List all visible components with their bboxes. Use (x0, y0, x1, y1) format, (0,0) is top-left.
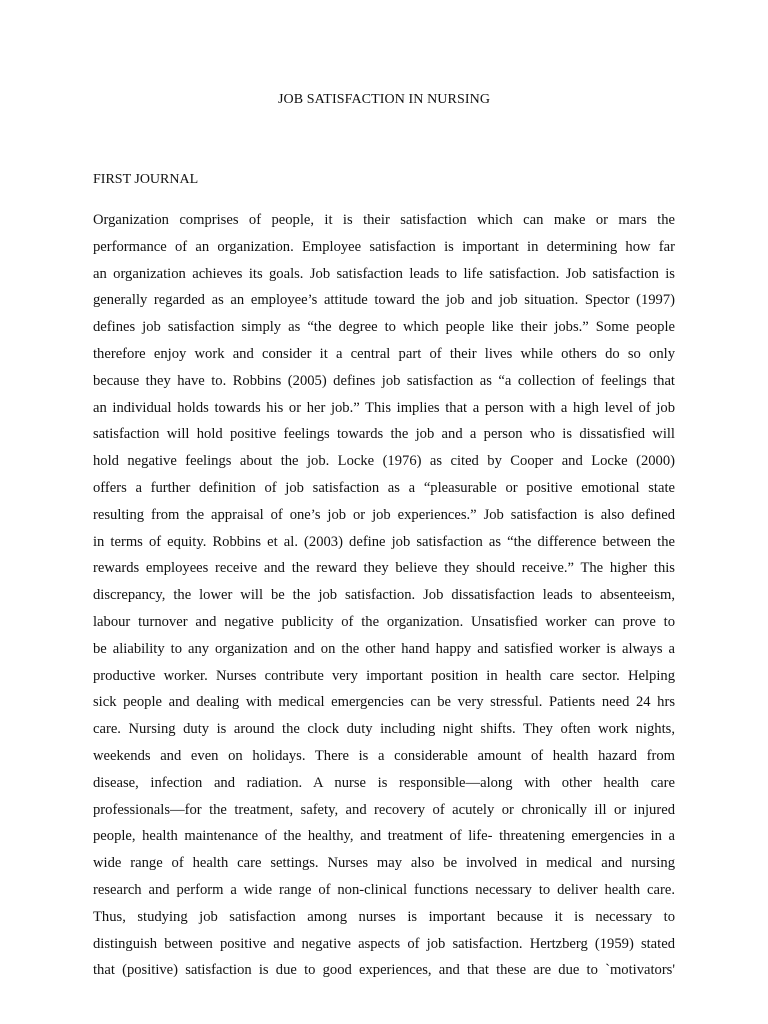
paragraph-line: labour turnover and negative publicity of the organization. Unsatisfied worker can prove to (93, 613, 675, 630)
paragraph-line: research and perform a wide range of non-clinical functions necessary to deliver health care. (93, 881, 675, 898)
section-heading: FIRST JOURNAL (93, 172, 199, 187)
paragraph-line: be aliability to any organization and on the other hand happy and satisfied worker is always a (93, 640, 675, 657)
paragraph-line: an individual holds towards his or her job.” This implies that a person with a high level of job (93, 399, 675, 416)
paragraph-line: disease, infection and radiation. A nurse is responsible—along with other health care (93, 774, 675, 791)
paragraph-line: therefore enjoy work and consider it a central part of their lives while others do so only (93, 345, 675, 362)
paragraph-line: weekends and even on holidays. There is a considerable amount of health hazard from (93, 747, 675, 764)
paragraph-line: care. Nursing duty is around the clock duty including night shifts. They often work nights, (93, 721, 675, 738)
paragraph-line: Thus, studying job satisfaction among nurses is important because it is necessary to (93, 908, 675, 925)
paragraph-line: sick people and dealing with medical emergencies can be very stressful. Patients need 24 hrs (93, 694, 675, 711)
paragraph-line: an organization achieves its goals. Job satisfaction leads to life satisfaction. Job satisfaction is (93, 265, 675, 282)
paragraph-line: hold negative feelings about the job. Locke (1976) as cited by Cooper and Locke (2000) (93, 453, 675, 470)
paragraph-line: because they have to. Robbins (2005) defines job satisfaction as “a collection of feelings that (93, 372, 675, 389)
paragraph-line: defines job satisfaction simply as “the degree to which people like their jobs.” Some people (93, 319, 675, 336)
paragraph-line: Organization comprises of people, it is their satisfaction which can make or mars the (93, 212, 675, 228)
paragraph-line: generally regarded as an employee’s attitude toward the job and job situation. Spector (1997) (93, 292, 675, 309)
paragraph-line: in terms of equity. Robbins et al. (2003) define job satisfaction as “the difference between the (93, 533, 675, 550)
paragraph-line: performance of an organization. Employee satisfaction is important in determining how far (93, 238, 675, 255)
paragraph-line: offers a further definition of job satisfaction as a “pleasurable or positive emotional state (93, 479, 675, 496)
paragraph-line: productive worker. Nurses contribute very important position in health care sector. Helping (93, 667, 675, 684)
body-paragraph (93, 210, 675, 987)
paragraph-line: wide range of health care settings. Nurses may also be involved in medical and nursing (93, 855, 675, 872)
paragraph-line: professionals—for the treatment, safety, and recovery of acutely or chronically ill or injured (93, 801, 675, 818)
paragraph-line: people, health maintenance of the healthy, and treatment of life- threatening emergencies in a (93, 828, 675, 845)
paragraph-line: that (positive) satisfaction is due to good experiences, and that these are due to `motivators' (93, 962, 675, 979)
paragraph-line: satisfaction will hold positive feelings towards the job and a person who is dissatisfied will (93, 426, 675, 443)
paragraph-line: rewards employees receive and the reward they believe they should receive.” The higher this (93, 560, 675, 577)
paragraph-line: resulting from the appraisal of one’s job or job experiences.” Job satisfaction is also defined (93, 506, 675, 523)
paragraph-line: discrepancy, the lower will be the job satisfaction. Job dissatisfaction leads to absenteeism, (93, 587, 675, 604)
document-title: JOB SATISFACTION IN NURSING (277, 92, 491, 107)
paragraph-line: distinguish between positive and negative aspects of job satisfaction. Hertzberg (1959) stated (93, 935, 675, 952)
